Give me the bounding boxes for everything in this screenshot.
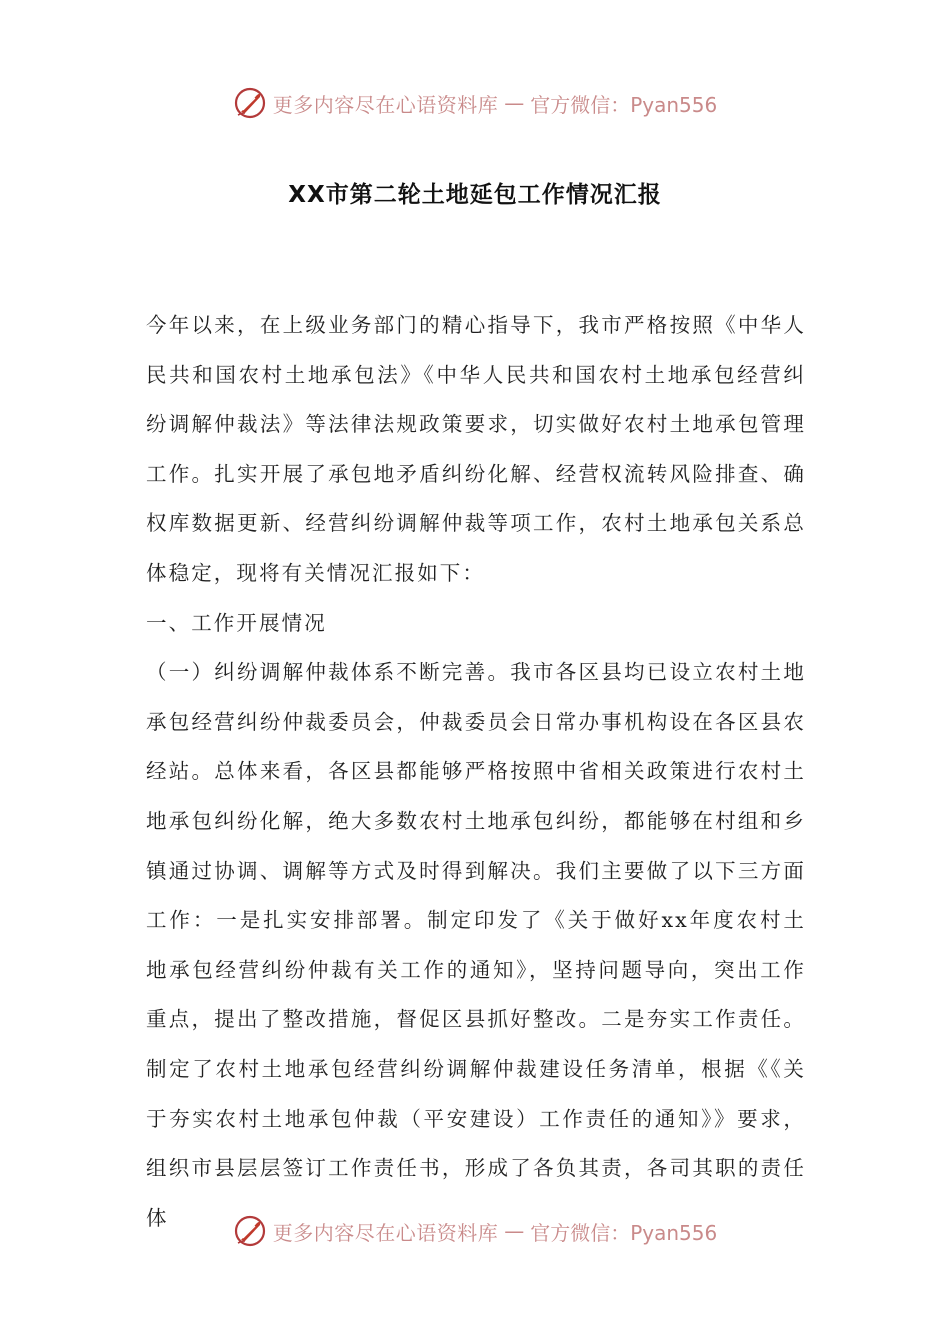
banner-separator: —	[504, 1219, 525, 1243]
banner-wechat: 官方微信：Pyan556	[530, 1220, 718, 1245]
section-heading: 一、工作开展情况	[146, 610, 327, 635]
banner-separator: —	[504, 91, 525, 115]
banner-text: 更多内容尽在心语资料库	[272, 1220, 499, 1245]
document-body	[146, 301, 806, 1243]
banner-text: 更多内容尽在心语资料库	[272, 92, 499, 117]
quill-pen-logo-icon	[233, 86, 267, 120]
quill-pen-logo-icon	[233, 1214, 267, 1248]
banner-wechat: 官方微信：Pyan556	[530, 92, 718, 117]
document-title: XX市第二轮土地延包工作情况汇报	[288, 182, 662, 208]
header-banner	[0, 78, 950, 128]
paragraph-intro: 今年以来，在上级业务部门的精心指导下，我市严格按照《中华人民共和国农村土地承包法》《中华人民共和国农村土地承包经营纠纷调解仲裁法》等法律法规政策要求，切实做好农村土地承包管理工作。扎实开展了承包地矛盾纠纷化解、经营权流转风险排查、确权库数据更新、经营纠纷调解仲裁等项工作，农村土地承包关系总体稳定，现将有关情况汇报如下：	[146, 313, 806, 585]
paragraph-section-1: （一）纠纷调解仲裁体系不断完善。我市各区县均已设立农村土地承包经营纠纷仲裁委员会，仲裁委员会日常办事机构设在各区县农经站。总体来看，各区县都能够严格按照中省相关政策进行农村土地承包纠纷化解，绝大多数农村土地承包纠纷，都能够在村组和乡镇通过协调、调解等方式及时得到解决。我们主要做了以下三方面工作：一是扎实安排部署。制定印发了《关于做好xx年度农村土地承包经营纠纷仲裁有关工作的通知》，坚持问题导向，突出工作重点，提出了整改措施，督促区县抓好整改。二是夯实工作责任。制定了农村土地承包经营纠纷调解仲裁建设任务清单，根据《《关于夯实农村土地承包仲裁（平安建设）工作责任的通知》》要求，组织市县层层签订工作责任书，形成了各负其责，各司其职的责任体	[146, 660, 806, 1230]
footer-banner	[0, 1206, 950, 1256]
